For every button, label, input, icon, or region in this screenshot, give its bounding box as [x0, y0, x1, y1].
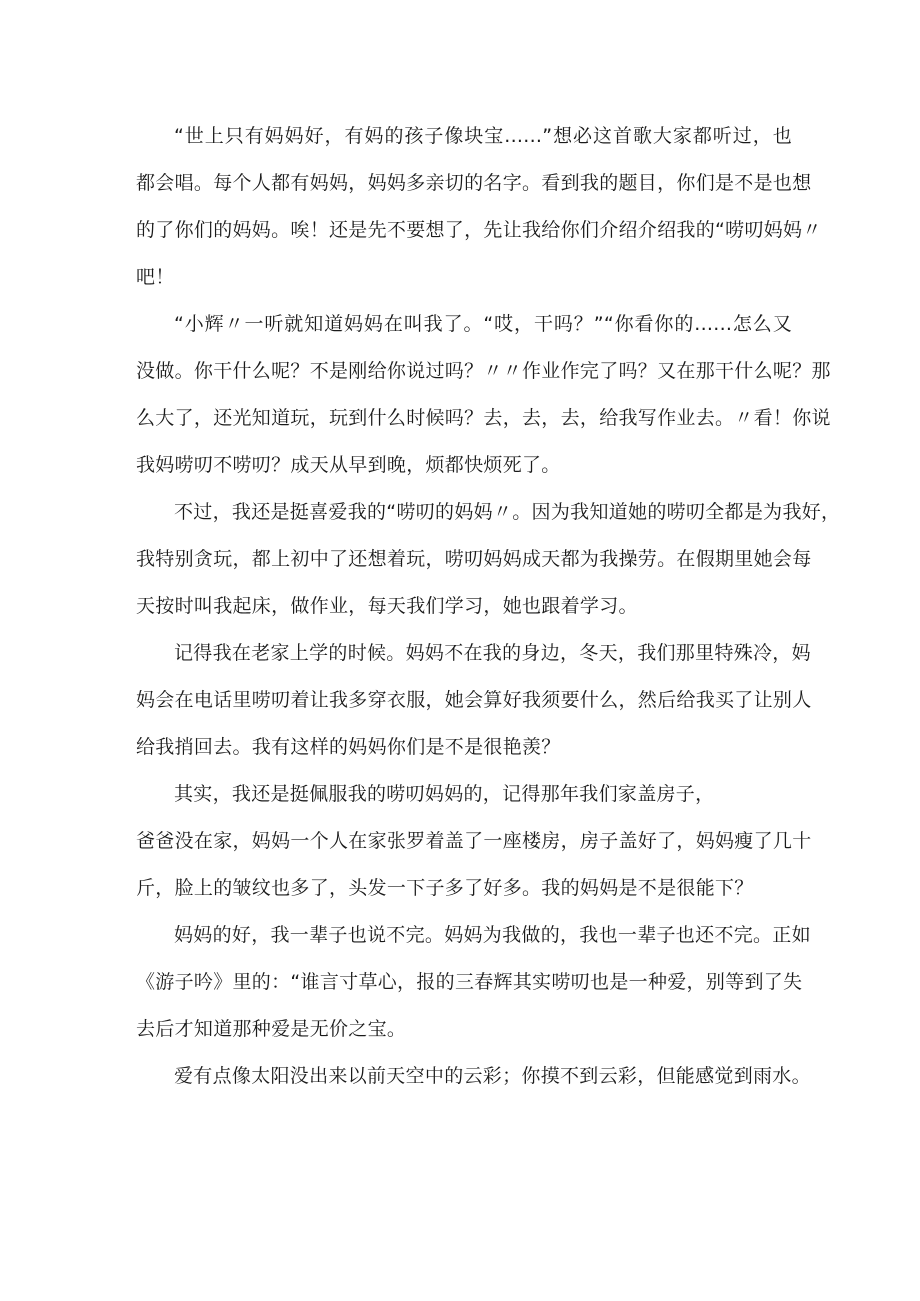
text-line: 斤，脸上的皱纹也多了，头发一下子多了好多。我的妈妈是不是很能下？ — [136, 877, 754, 899]
text-line: 没做。你干什么呢？不是刚给你说过吗？〃〃作业作完了吗？又在那干什么呢？那 — [136, 360, 831, 382]
text-line: 去后才知道那种爱是无价之宝。 — [136, 1018, 407, 1040]
text-line: 天按时叫我起床，做作业，每天我们学习，她也跟着学习。 — [136, 595, 638, 617]
text-line: 都会唱。每个人都有妈妈，妈妈多亲切的名字。看到我的题目，你们是不是也想 — [136, 172, 812, 194]
text-line: 爸爸没在家，妈妈一个人在家张罗着盖了一座楼房，房子盖好了，妈妈瘦了几十 — [136, 830, 812, 852]
text-line: 不过，我还是挺喜爱我的“唠叨的妈妈〃。因为我知道她的唠叨全都是为我好， — [174, 501, 841, 523]
essay-body — [136, 113, 841, 1100]
text-line: 其实，我还是挺佩服我的唠叨妈妈的，记得那年我们家盖房子， — [174, 783, 715, 805]
paragraph-1 — [136, 113, 822, 301]
text-line: 记得我在老家上学的时候。妈妈不在我的身边，冬天，我们那里特殊冷，妈 — [174, 642, 811, 664]
text-line: 么大了，还光知道玩，玩到什么时候吗？去，去，去，给我写作业去。〃看！你说 — [136, 407, 831, 429]
text-line: 我特别贪玩，都上初中了还想着玩，唠叨妈妈成天都为我操劳。在假期里她会每 — [136, 548, 812, 570]
paragraph-2 — [136, 301, 831, 489]
text-line: 吧！ — [136, 266, 175, 288]
text-line: 的了你们的妈妈。唉！还是先不要想了，先让我给你们介绍介绍我的“唠叨妈妈〃 — [136, 219, 822, 241]
text-line: 《游子吟》里的：“谁言寸草心，报的三春辉其实唠叨也是一种爱，别等到了失 — [136, 971, 803, 993]
text-line: 爱有点像太阳没出来以前天空中的云彩；你摸不到云彩，但能感觉到雨水。 — [174, 1065, 811, 1087]
paragraph-4 — [136, 630, 812, 771]
text-line: “世上只有妈妈好，有妈的孩子像块宝......”想必这首歌大家都听过，也 — [174, 125, 792, 147]
paragraph-5 — [136, 771, 812, 912]
paragraph-3 — [136, 489, 841, 630]
paragraph-6 — [136, 912, 811, 1053]
text-line: 妈妈的好，我一辈子也说不完。妈妈为我做的，我也一辈子也还不完。正如 — [174, 924, 811, 946]
text-line: “小辉〃一听就知道妈妈在叫我了。“哎，干吗？”“你看你的......怎么又 — [174, 313, 792, 335]
paragraph-7 — [136, 1053, 811, 1100]
text-line: 我妈唠叨不唠叨？成天从早到晚，烦都快烦死了。 — [136, 454, 561, 476]
text-line: 妈会在电话里唠叨着让我多穿衣服，她会算好我须要什么，然后给我买了让别人 — [136, 689, 812, 711]
text-line: 给我捎回去。我有这样的妈妈你们是不是很艳羡？ — [136, 736, 561, 758]
